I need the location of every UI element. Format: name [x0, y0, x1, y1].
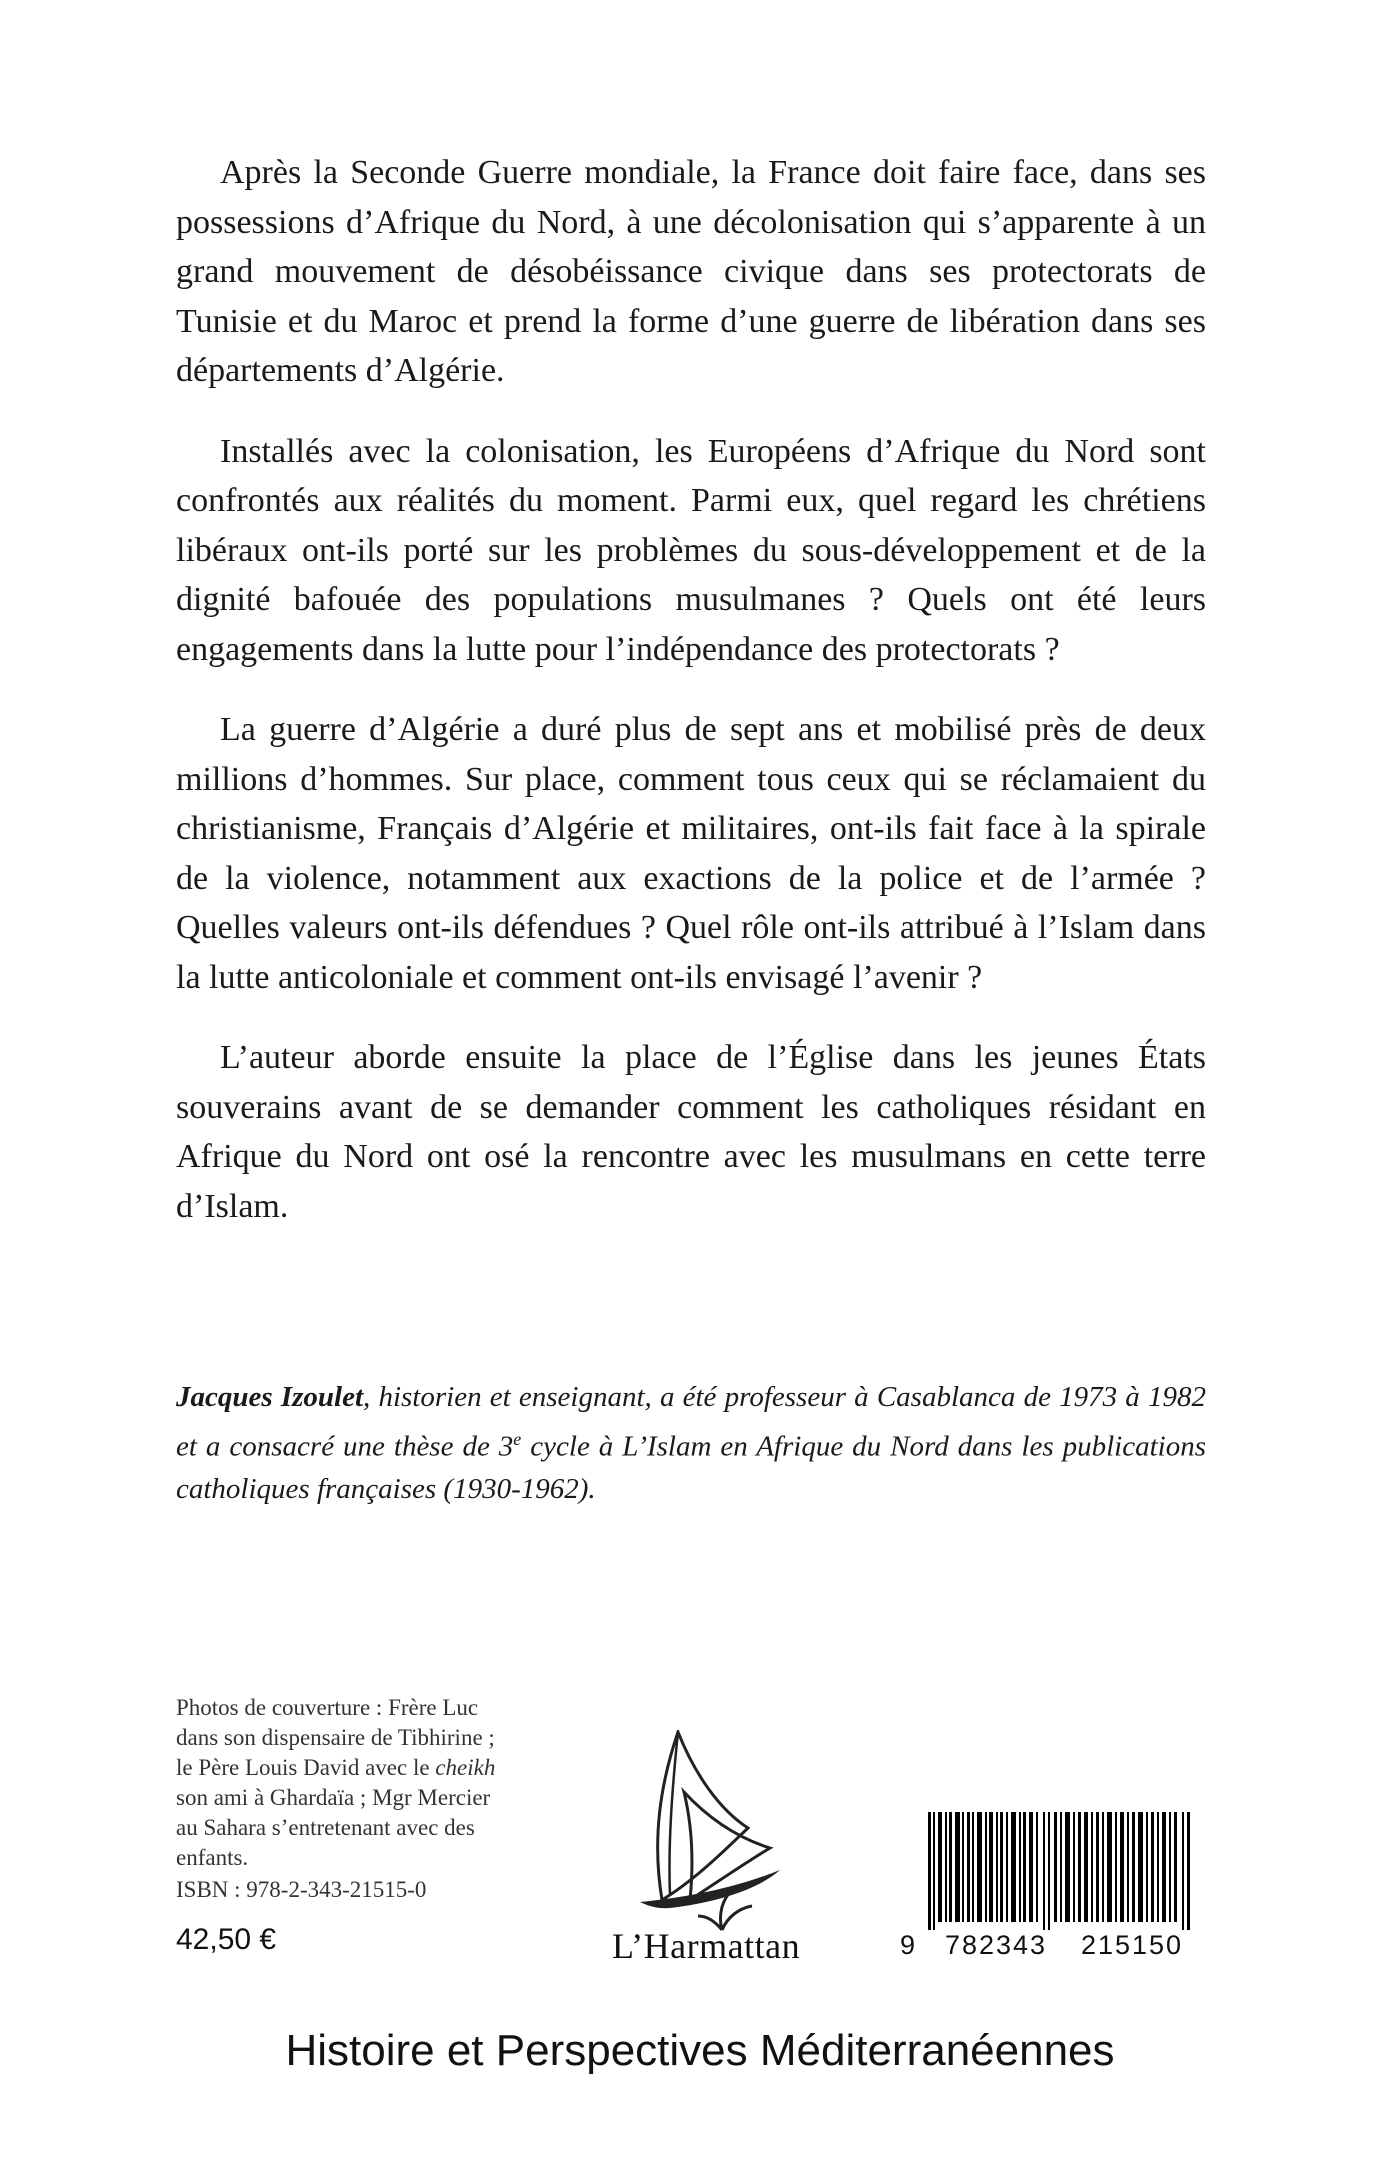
summary-paragraph-1: Après la Seconde Guerre mondiale, la France doit faire face, dans ses possessions d’Afrique du Nord, à une décolonisation qui s’apparente à un grand mouvement de désobéissance civique dans ses protectorats de Tunisie et du Maroc et prend la forme d’une guerre de libération dans ses départements d’Algérie. — [176, 154, 1206, 389]
summary-paragraph-4: L’auteur aborde ensuite la place de l’Église dans les jeunes États souverains avant de se demander comment les catholiques résidant en Afrique du Nord ont osé la rencontre avec les musulmans en cette terre d’Islam. — [176, 1039, 1206, 1225]
summary-paragraph-3: La guerre d’Algérie a duré plus de sept ans et mobilisé près de deux millions d’hommes. Sur place, comment tous ceux qui se réclamaient du christianisme, Français d’Algérie et militaires, ont-ils fait face à la spirale de la violence, notamment aux exactions de la police et de l’armée ? Quelles valeurs ont-ils défendues ? Quel rôle ont-ils attribué à l’Islam dans la lutte anticoloniale et comment ont-ils envisagé l’avenir ? — [176, 711, 1206, 996]
price: 42,50 € — [176, 1923, 277, 1956]
isbn: ISBN : 978-2-343-21515-0 — [176, 1877, 427, 1902]
back-cover-summary — [176, 148, 1206, 1262]
barcode-group-2: 215150 — [1064, 1930, 1200, 1961]
publisher-name: L’Harmattan — [612, 1926, 801, 1966]
bio-text-2: cycle à L’Islam en Afrique du Nord dans les publications catholiques françaises (1930-1962). — [176, 1430, 1207, 1505]
summary-paragraph-2: Installés avec la colonisation, les Européens d’Afrique du Nord sont confrontés aux réalités du moment. Parmi eux, quel regard les chrétiens libéraux ont-ils porté sur les problèmes du sous-développement et de la dignité bafouée des populations musulmanes ? Quels ont été leurs engagements dans la lutte pour l’indépendance des protectorats ? — [176, 432, 1206, 668]
barcode-bars — [900, 1812, 1200, 1940]
barcode-first-digit: 9 — [900, 1930, 918, 1960]
author-bio — [176, 1376, 1206, 1510]
isbn-barcode — [900, 1812, 1200, 1962]
barcode-digits — [900, 1930, 1200, 1961]
author-name: Jacques Izoulet — [176, 1381, 364, 1413]
credits-text-2: son ami à Ghardaïa ; Mgr Mercier au Sahara s’entretenant avec des enfants. — [176, 1785, 491, 1870]
bio-text-1: , historien et enseignant, a été professeur à Casablanca de 1973 à 1982 et a consacré une thèse de 3 — [176, 1381, 1206, 1463]
credits-text-1: Photos de couverture : Frère Luc dans son dispensaire de Tibhirine ; le Père Louis David avec le — [176, 1695, 495, 1780]
credits-italic: cheikh — [435, 1755, 496, 1780]
barcode-group-1: 782343 — [928, 1930, 1064, 1961]
photo-credits — [176, 1693, 516, 1873]
bio-superscript: e — [513, 1429, 522, 1449]
series-title: Histoire et Perspectives Méditerranéennes — [285, 2026, 1115, 2075]
